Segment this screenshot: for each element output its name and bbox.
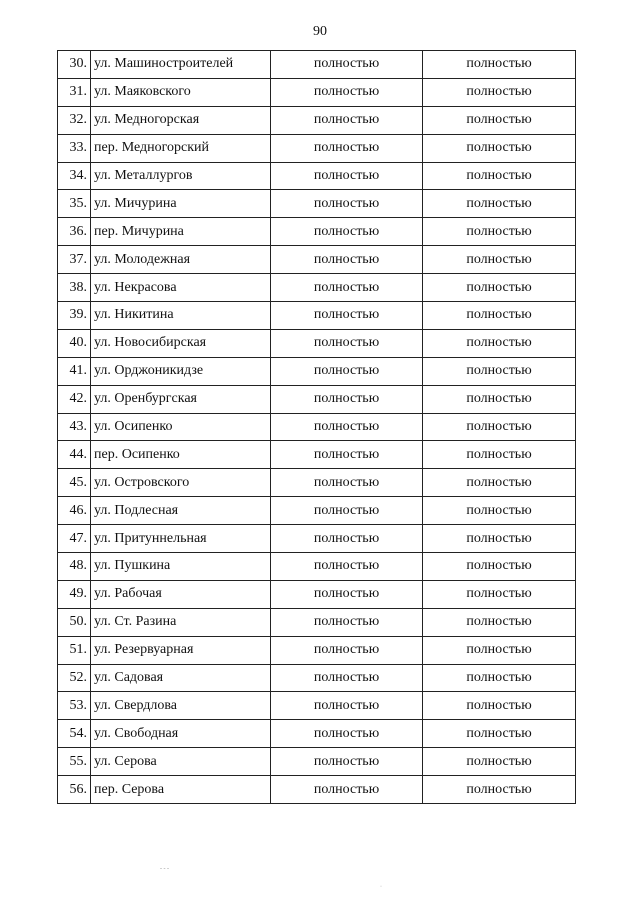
street-name: ул. Свердлова	[91, 692, 271, 720]
street-name: ул. Орджоникидзе	[91, 357, 271, 385]
street-name: ул. Резервуарная	[91, 636, 271, 664]
status-cell-1: полностью	[271, 78, 423, 106]
street-name: пер. Медногорский	[91, 134, 271, 162]
row-number: 48.	[58, 553, 91, 581]
row-number: 46.	[58, 497, 91, 525]
row-number: 32.	[58, 106, 91, 134]
row-number: 35.	[58, 190, 91, 218]
status-cell-1: полностью	[271, 413, 423, 441]
table-row	[58, 274, 576, 302]
status-cell-2: полностью	[423, 748, 576, 776]
table-row	[58, 329, 576, 357]
table-row	[58, 51, 576, 79]
table-row	[58, 580, 576, 608]
status-cell-2: полностью	[423, 692, 576, 720]
table-row	[58, 692, 576, 720]
table-row	[58, 106, 576, 134]
street-name: ул. Некрасова	[91, 274, 271, 302]
status-cell-1: полностью	[271, 525, 423, 553]
status-cell-1: полностью	[271, 441, 423, 469]
status-cell-2: полностью	[423, 162, 576, 190]
street-name: ул. Островского	[91, 469, 271, 497]
row-number: 38.	[58, 274, 91, 302]
row-number: 45.	[58, 469, 91, 497]
status-cell-2: полностью	[423, 664, 576, 692]
row-number: 50.	[58, 608, 91, 636]
status-cell-2: полностью	[423, 469, 576, 497]
row-number: 37.	[58, 246, 91, 274]
status-cell-2: полностью	[423, 776, 576, 804]
table-row	[58, 162, 576, 190]
status-cell-1: полностью	[271, 720, 423, 748]
row-number: 44.	[58, 441, 91, 469]
table-row	[58, 664, 576, 692]
row-number: 55.	[58, 748, 91, 776]
street-name: ул. Рабочая	[91, 580, 271, 608]
status-cell-1: полностью	[271, 497, 423, 525]
status-cell-1: полностью	[271, 692, 423, 720]
status-cell-2: полностью	[423, 218, 576, 246]
scan-dot: ·	[380, 884, 382, 890]
street-name: ул. Пушкина	[91, 553, 271, 581]
table-row	[58, 497, 576, 525]
street-name: ул. Новосибирская	[91, 329, 271, 357]
status-cell-1: полностью	[271, 357, 423, 385]
street-name: ул. Садовая	[91, 664, 271, 692]
table-row	[58, 776, 576, 804]
status-cell-2: полностью	[423, 78, 576, 106]
status-cell-2: полностью	[423, 274, 576, 302]
table-row	[58, 441, 576, 469]
status-cell-2: полностью	[423, 441, 576, 469]
table-row	[58, 553, 576, 581]
street-name: пер. Серова	[91, 776, 271, 804]
street-name: ул. Ст. Разина	[91, 608, 271, 636]
status-cell-1: полностью	[271, 274, 423, 302]
street-name: ул. Металлургов	[91, 162, 271, 190]
status-cell-1: полностью	[271, 106, 423, 134]
street-name: ул. Машиностроителей	[91, 51, 271, 79]
table-row	[58, 413, 576, 441]
table-row	[58, 246, 576, 274]
status-cell-2: полностью	[423, 385, 576, 413]
row-number: 47.	[58, 525, 91, 553]
street-name: ул. Мичурина	[91, 190, 271, 218]
scan-mark: - - -	[160, 866, 169, 872]
row-number: 34.	[58, 162, 91, 190]
status-cell-1: полностью	[271, 748, 423, 776]
status-cell-2: полностью	[423, 329, 576, 357]
table-row	[58, 190, 576, 218]
table-row	[58, 134, 576, 162]
street-name: ул. Свободная	[91, 720, 271, 748]
street-name: пер. Мичурина	[91, 218, 271, 246]
row-number: 41.	[58, 357, 91, 385]
status-cell-2: полностью	[423, 246, 576, 274]
status-cell-2: полностью	[423, 553, 576, 581]
status-cell-2: полностью	[423, 497, 576, 525]
status-cell-2: полностью	[423, 636, 576, 664]
row-number: 56.	[58, 776, 91, 804]
row-number: 42.	[58, 385, 91, 413]
table-row	[58, 608, 576, 636]
page-number: 90	[313, 24, 327, 39]
table-row	[58, 357, 576, 385]
status-cell-1: полностью	[271, 385, 423, 413]
status-cell-2: полностью	[423, 525, 576, 553]
status-cell-1: полностью	[271, 664, 423, 692]
row-number: 49.	[58, 580, 91, 608]
status-cell-1: полностью	[271, 51, 423, 79]
street-name: ул. Оренбургская	[91, 385, 271, 413]
row-number: 33.	[58, 134, 91, 162]
row-number: 30.	[58, 51, 91, 79]
row-number: 53.	[58, 692, 91, 720]
status-cell-1: полностью	[271, 580, 423, 608]
status-cell-2: полностью	[423, 580, 576, 608]
status-cell-1: полностью	[271, 162, 423, 190]
status-cell-2: полностью	[423, 190, 576, 218]
status-cell-1: полностью	[271, 218, 423, 246]
status-cell-1: полностью	[271, 608, 423, 636]
street-name: ул. Молодежная	[91, 246, 271, 274]
table-row	[58, 218, 576, 246]
street-name: ул. Медногорская	[91, 106, 271, 134]
street-name: ул. Притуннельная	[91, 525, 271, 553]
street-name: ул. Маяковского	[91, 78, 271, 106]
row-number: 52.	[58, 664, 91, 692]
row-number: 31.	[58, 78, 91, 106]
status-cell-1: полностью	[271, 553, 423, 581]
status-cell-1: полностью	[271, 329, 423, 357]
status-cell-1: полностью	[271, 636, 423, 664]
status-cell-2: полностью	[423, 413, 576, 441]
status-cell-2: полностью	[423, 720, 576, 748]
status-cell-1: полностью	[271, 246, 423, 274]
status-cell-1: полностью	[271, 469, 423, 497]
table-row	[58, 385, 576, 413]
status-cell-1: полностью	[271, 134, 423, 162]
row-number: 51.	[58, 636, 91, 664]
table-row	[58, 748, 576, 776]
status-cell-2: полностью	[423, 134, 576, 162]
street-name: ул. Осипенко	[91, 413, 271, 441]
street-name: пер. Осипенко	[91, 441, 271, 469]
table-body	[58, 51, 576, 804]
status-cell-1: полностью	[271, 302, 423, 330]
table-row	[58, 469, 576, 497]
street-name: ул. Никитина	[91, 302, 271, 330]
street-name: ул. Подлесная	[91, 497, 271, 525]
row-number: 43.	[58, 413, 91, 441]
streets-table	[57, 50, 576, 804]
status-cell-2: полностью	[423, 51, 576, 79]
table-row	[58, 636, 576, 664]
table-row	[58, 78, 576, 106]
street-name: ул. Серова	[91, 748, 271, 776]
row-number: 36.	[58, 218, 91, 246]
status-cell-2: полностью	[423, 608, 576, 636]
row-number: 40.	[58, 329, 91, 357]
table-row	[58, 302, 576, 330]
row-number: 54.	[58, 720, 91, 748]
status-cell-2: полностью	[423, 106, 576, 134]
status-cell-1: полностью	[271, 190, 423, 218]
table-row	[58, 720, 576, 748]
row-number: 39.	[58, 302, 91, 330]
status-cell-1: полностью	[271, 776, 423, 804]
table-row	[58, 525, 576, 553]
status-cell-2: полностью	[423, 357, 576, 385]
status-cell-2: полностью	[423, 302, 576, 330]
